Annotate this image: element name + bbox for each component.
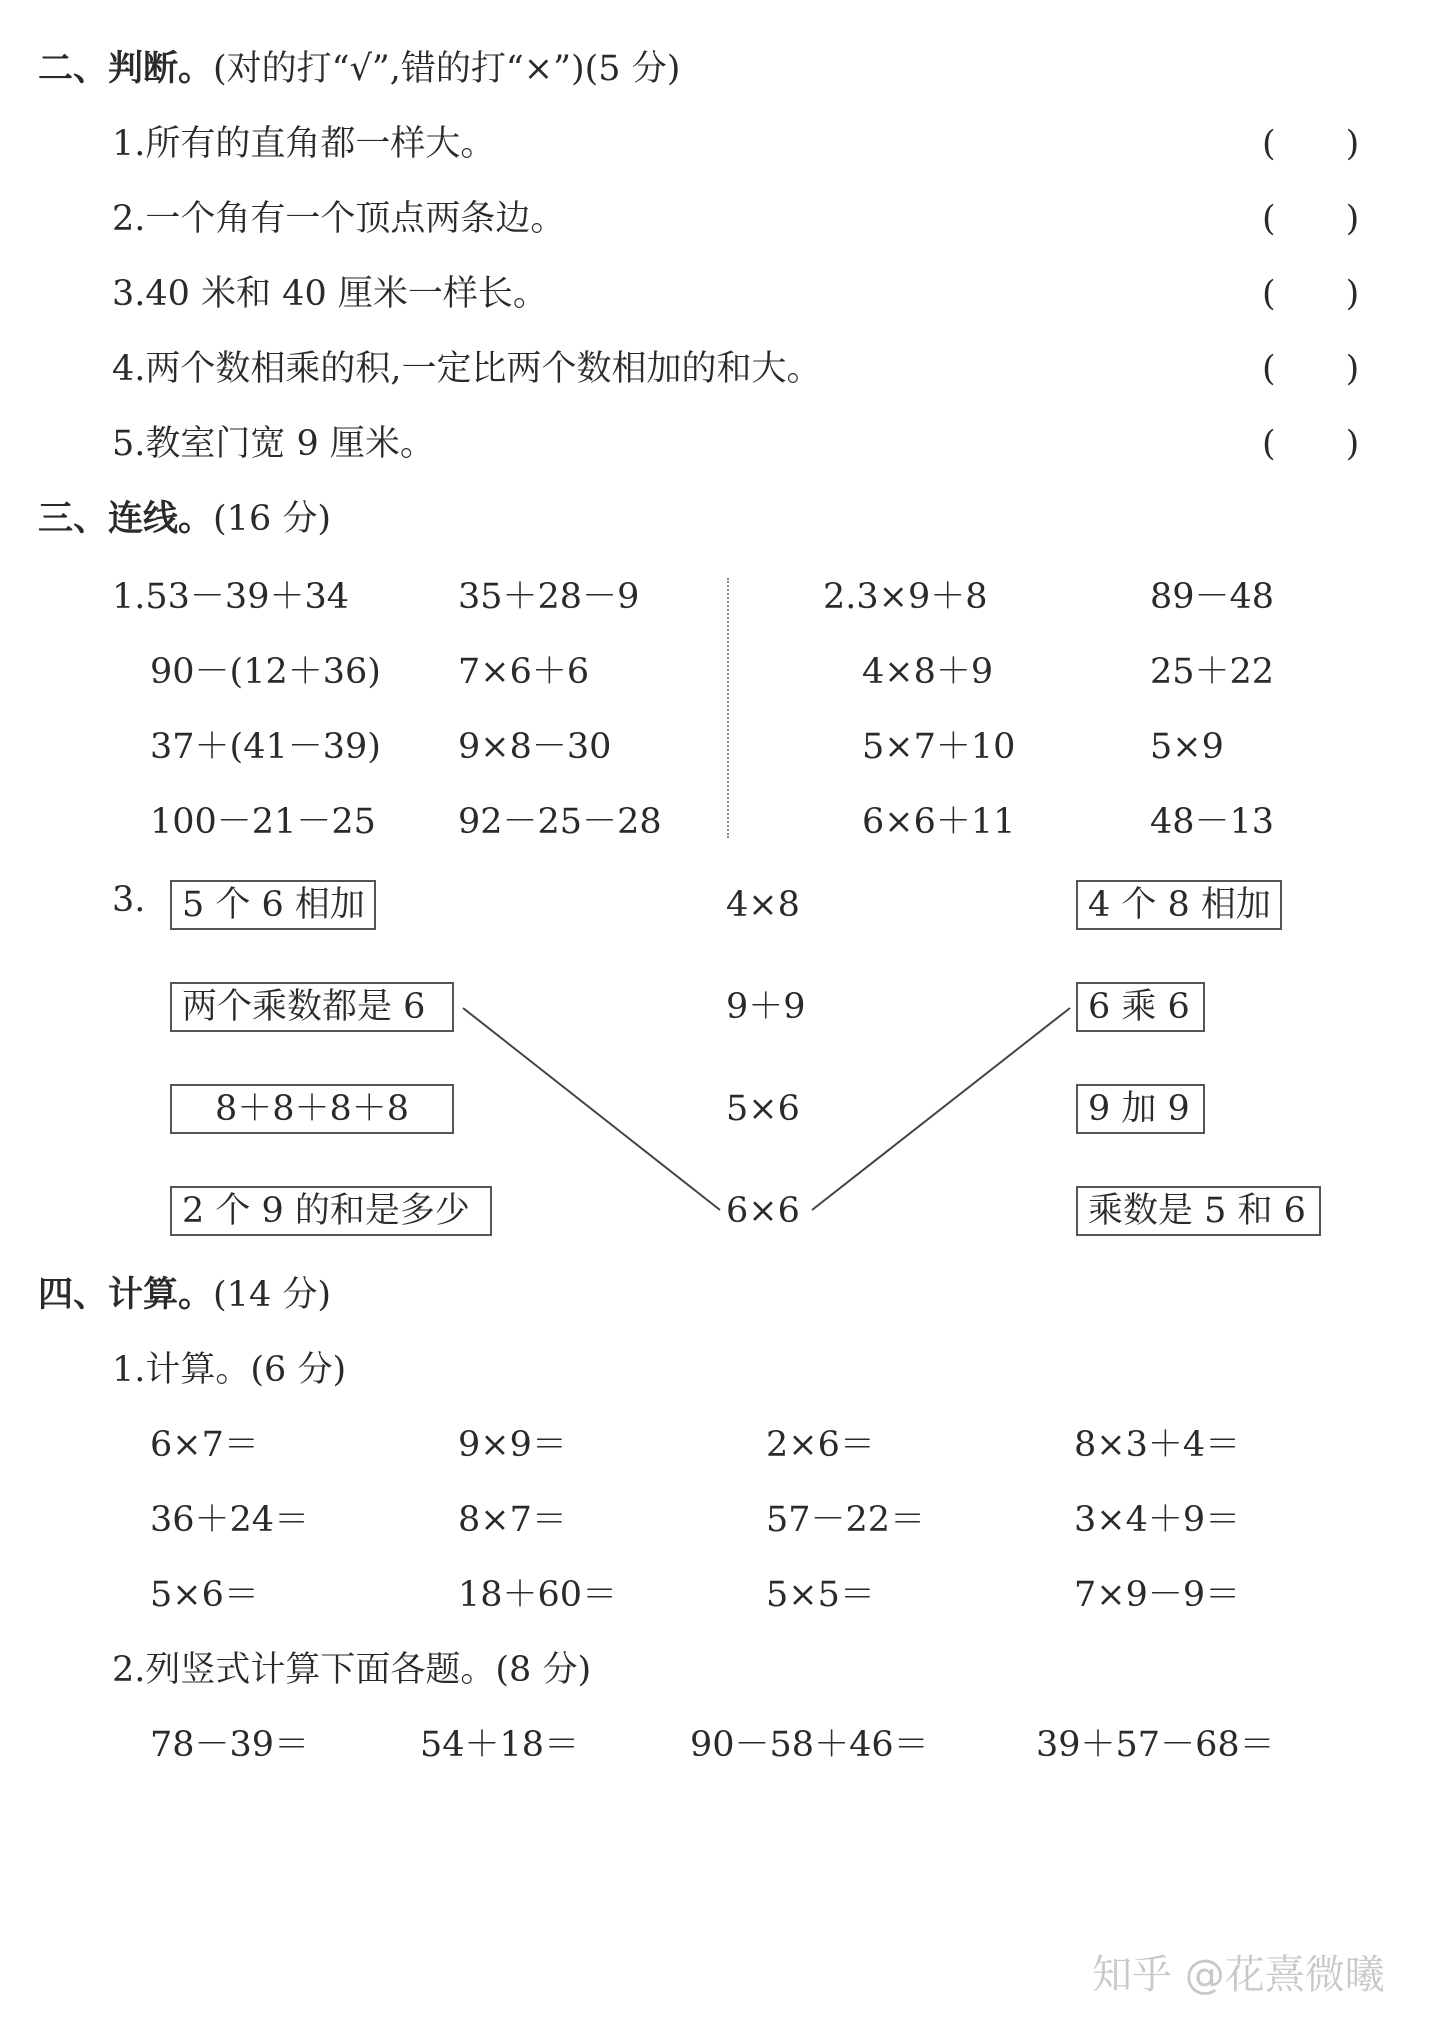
match1-right-1: 35＋28－9 — [458, 577, 640, 617]
match2-right-1: 89－48 — [1150, 577, 1275, 617]
calc-r3-c1: 5×6＝ — [150, 1575, 259, 1615]
section-4-points: (14 分) — [213, 1275, 331, 1315]
answer-bracket-5[interactable]: ( ) — [1262, 424, 1360, 464]
calc-r1-c2: 9×9＝ — [458, 1425, 567, 1465]
calc-r2-c2: 8×7＝ — [458, 1500, 567, 1540]
judge-item-2: 2.一个角有一个顶点两条边。 — [112, 199, 566, 239]
calc-r2-c1: 36＋24＝ — [150, 1500, 310, 1540]
section-4-title: 四、计算。 — [38, 1275, 214, 1315]
answer-bracket-1[interactable]: ( ) — [1262, 124, 1360, 164]
calc-r2-c3: 57－22＝ — [766, 1500, 926, 1540]
match2-left-3: 5×7＋10 — [862, 727, 1016, 767]
match1-left-4: 100－21－25 — [150, 802, 376, 842]
connection-line-right — [812, 1008, 1070, 1210]
match3-right-box-4[interactable]: 乘数是 5 和 6 — [1076, 1186, 1321, 1236]
match1-left-1: 1.53－39＋34 — [112, 577, 350, 617]
match3-label: 3. — [112, 880, 146, 920]
match1-right-2: 7×6＋6 — [458, 652, 590, 692]
match2-right-4: 48－13 — [1150, 802, 1275, 842]
answer-bracket-3[interactable]: ( ) — [1262, 274, 1360, 314]
calc-r1-c3: 2×6＝ — [766, 1425, 875, 1465]
calc-r3-c3: 5×5＝ — [766, 1575, 875, 1615]
section-2-title: 二、判断。 — [38, 49, 214, 89]
judge-item-5: 5.教室门宽 9 厘米。 — [112, 424, 435, 464]
match1-right-3: 9×8－30 — [458, 727, 612, 767]
match1-right-4: 92－25－28 — [458, 802, 662, 842]
match3-middle-3: 5×6 — [726, 1089, 800, 1129]
match2-left-2: 4×8＋9 — [862, 652, 994, 692]
section-3-points: (16 分) — [213, 499, 331, 539]
judge-item-1: 1.所有的直角都一样大。 — [112, 124, 496, 164]
match3-middle-1: 4×8 — [726, 885, 800, 925]
section-4-heading — [38, 1275, 331, 1315]
judge-item-4: 4.两个数相乘的积,一定比两个数相加的和大。 — [112, 349, 822, 389]
match2-right-3: 5×9 — [1150, 727, 1224, 767]
match2-left-4: 6×6＋11 — [862, 802, 1016, 842]
section-2-instructions: (对的打“√”,错的打“×”)(5 分) — [213, 49, 681, 89]
watermark: 知乎 @花熹微曦 — [1092, 1952, 1385, 1998]
match3-middle-4: 6×6 — [726, 1191, 800, 1231]
match3-left-box-3[interactable]: 8＋8＋8＋8 — [170, 1084, 454, 1134]
calc-r1-c1: 6×7＝ — [150, 1425, 259, 1465]
section-3-title: 三、连线。 — [38, 499, 214, 539]
answer-bracket-2[interactable]: ( ) — [1262, 199, 1360, 239]
match1-left-3: 37＋(41－39) — [150, 727, 381, 767]
calc-r2-c4: 3×4＋9＝ — [1074, 1500, 1241, 1540]
judge-item-3: 3.40 米和 40 厘米一样长。 — [112, 274, 548, 314]
vertical-calc-3: 90－58＋46＝ — [690, 1725, 929, 1765]
match1-left-2: 90－(12＋36) — [150, 652, 381, 692]
connection-line-left — [463, 1008, 720, 1210]
match3-right-box-1[interactable]: 4 个 8 相加 — [1076, 880, 1282, 930]
match2-right-2: 25＋22 — [1150, 652, 1275, 692]
match3-left-box-4[interactable]: 2 个 9 的和是多少 — [170, 1186, 492, 1236]
match3-right-box-3[interactable]: 9 加 9 — [1076, 1084, 1205, 1134]
match3-left-box-2[interactable]: 两个乘数都是 6 — [170, 982, 454, 1032]
answer-bracket-4[interactable]: ( ) — [1262, 349, 1360, 389]
match3-middle-2: 9＋9 — [726, 987, 806, 1027]
vertical-calc-1: 78－39＝ — [150, 1725, 310, 1765]
calc-r3-c4: 7×9－9＝ — [1074, 1575, 1241, 1615]
calc-sub2-title: 2.列竖式计算下面各题。(8 分) — [112, 1650, 592, 1690]
calc-r1-c4: 8×3＋4＝ — [1074, 1425, 1241, 1465]
match3-left-box-1[interactable]: 5 个 6 相加 — [170, 880, 376, 930]
match2-left-1: 2.3×9＋8 — [823, 577, 988, 617]
vertical-calc-2: 54＋18＝ — [420, 1725, 580, 1765]
calc-sub1-title: 1.计算。(6 分) — [112, 1350, 347, 1390]
calc-r3-c2: 18＋60＝ — [458, 1575, 618, 1615]
vertical-calc-4: 39＋57－68＝ — [1036, 1725, 1275, 1765]
match3-right-box-2[interactable]: 6 乘 6 — [1076, 982, 1205, 1032]
